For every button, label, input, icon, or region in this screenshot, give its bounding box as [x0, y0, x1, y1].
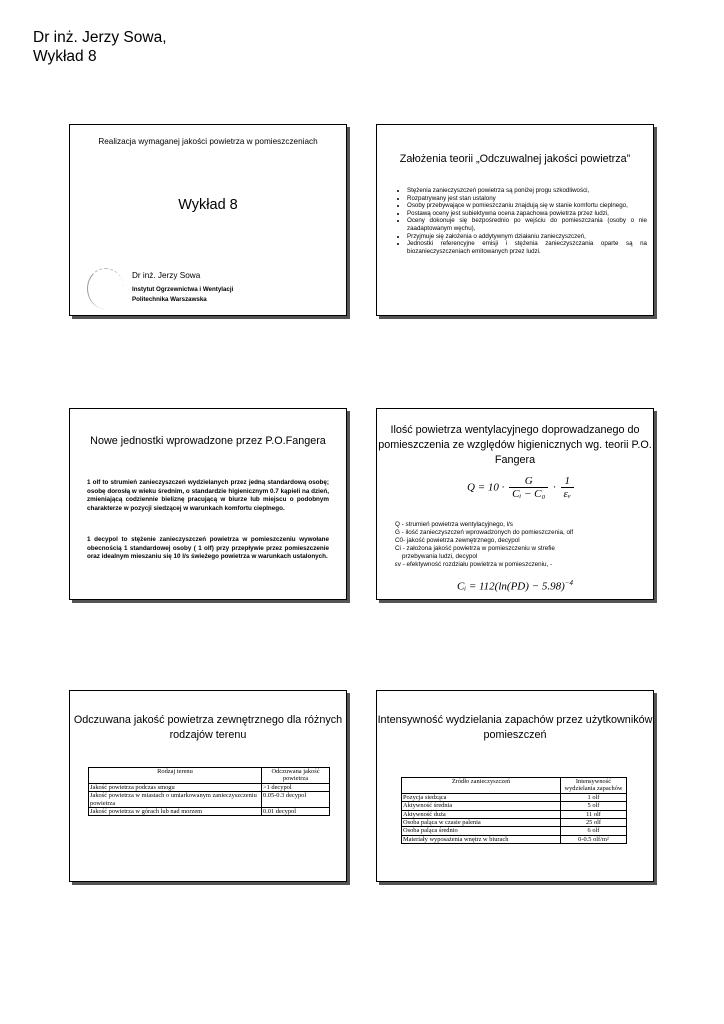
table-cell: 11 olf	[561, 810, 627, 818]
table-row	[402, 835, 627, 843]
formula-numerator: G	[509, 475, 548, 488]
table-cell: Pozycja siedząca	[402, 793, 561, 801]
university-name: Politechnika Warszawska	[132, 296, 207, 303]
ventilation-formula	[467, 475, 576, 500]
list-item: • Rozpatrywany jest stan ustalony	[407, 195, 647, 203]
olf-definition: 1 olf to strumień zanieczyszczeń wydzielanych przez jedną standardową osobę; osobę dorosłą w wieku średnim, o standardzie higienicznym 0.7 kąpieli na dzień, zmieniającą codziennie bieliznę pracującą w biurze lub miejscu o podobnym charakterze w pozycji siedzącej w warunkach komfortu cieplnego.	[87, 479, 329, 512]
decypol-definition: 1 decypol to stężenie zanieczyszczeń powietrza w pomieszczeniu wywołane obecnością 1 standardowej osoby ( 1 olf) przy przepływie przez pomieszczenie oraz idealnym mieszaniu się 10 l/s świeżego powietrza w warunkach ustalonych.	[87, 536, 329, 561]
column-header: Rodzaj terenu	[89, 768, 262, 784]
odour-emission-table	[401, 777, 627, 844]
list-item: • Przyjmuje się założenia o addytywnym działaniu zanieczyszczeń,	[407, 233, 647, 241]
table-cell: Osoba paląca średnio	[402, 827, 561, 835]
outdoor-air-quality-table	[88, 767, 330, 816]
slide-1	[69, 124, 347, 316]
ci-formula-body: Cᵢ = 112(ln(PD) − 5.98)	[457, 580, 565, 593]
table-cell: 25 olf	[561, 819, 627, 827]
table-cell: Osoba paląca w czasie palenia	[402, 819, 561, 827]
header-lecture: Wykład 8	[33, 48, 97, 65]
table-cell: Aktywność średnia	[402, 802, 561, 810]
list-item: • Oceny dokonuje się bezpośrednio po wejściu do pomieszczania (osoby o nie zaadaptowanym węchu),	[407, 217, 647, 232]
table-cell: 0.05-0.3 decypol	[262, 792, 330, 808]
definition-line: Ci - założona jakość powietrza w pomieszczeniu w strefie	[395, 544, 555, 552]
institute-name: Instytut Ogrzewnictwa i Wentylacji	[132, 286, 234, 293]
slide-1-institution	[132, 285, 233, 305]
definition-line: przebywania ludzi, decypol	[395, 552, 478, 560]
table-cell: Jakość powietrza w górach lub nad morzem	[89, 808, 262, 816]
table-row	[402, 819, 627, 827]
list-item: • Osoby przebywające w pomieszczaniu znajdują się w stanie komfortu cieplnego,	[407, 202, 647, 210]
slide-1-author: Dr inż. Jerzy Sowa	[132, 271, 201, 280]
document-header	[33, 28, 167, 66]
list-item: • Postawą oceny jest subiektywna ocena zapachowa powietrza przez ludzi,	[407, 210, 647, 218]
column-header: Odczuwana jakość powietrza	[262, 768, 330, 784]
table-header-row	[89, 768, 330, 784]
column-header: Źródło zanieczyszczeń	[402, 778, 561, 794]
table-row	[402, 802, 627, 810]
symbol-definitions	[395, 521, 573, 568]
slide-6-title: Intensywność wydzielania zapachów przez użytkowników pomieszczeń	[377, 714, 653, 741]
slide-2-title: Założenia teorii „Odczuwalnej jakości powietrza”	[399, 153, 631, 165]
table-cell: Materiały wyposażenia wnętrz w biurach	[402, 835, 561, 843]
ci-formula-exponent: −4	[564, 579, 573, 587]
table-row	[402, 793, 627, 801]
slide-5	[69, 690, 347, 882]
assumptions-list	[395, 187, 647, 255]
table-row	[89, 808, 330, 816]
formula-numerator-2: 1	[561, 475, 574, 488]
table-row	[402, 810, 627, 818]
definition-line: εv - efektywność rozdziału powietrza w pomieszczeniu, -	[395, 560, 553, 568]
slide-6	[376, 690, 654, 882]
slide-3	[69, 408, 347, 600]
list-item: • Jednostki referencyjne emisji i stężenia zanieczyszczania oparte są na biozanieczyszczeniach emitowanych przez ludzi.	[407, 240, 647, 255]
table-cell: 1 olf	[561, 793, 627, 801]
table-cell: Jakość powietrza podczas smogu	[89, 783, 262, 791]
definition-line: G - ilość zanieczyszczeń wprowadzonych do pomieszczenia, olf	[395, 528, 574, 536]
slide-1-title: Realizacja wymaganej jakości powietrza w pomieszczeniach	[98, 137, 318, 146]
table-cell: >1 decypol	[262, 783, 330, 791]
table-header-row	[402, 778, 627, 794]
definition-line: C0- jakość powietrza zewnętrznego, decypol	[395, 536, 520, 544]
slide-3-title: Nowe jednostki wprowadzone przez P.O.Fangera	[90, 435, 326, 447]
slide-4-title: Ilość powietrza wentylacyjnego doprowadzanego do pomieszczenia ze względów higienicznych wg. teorii P.O. Fangera	[378, 424, 652, 466]
table-row	[402, 827, 627, 835]
header-author: Dr inż. Jerzy Sowa,	[33, 29, 167, 46]
table-cell: 5 olf	[561, 802, 627, 810]
formula-dot: ·	[553, 481, 556, 494]
formula-denominator-2: εᵥ	[563, 488, 571, 500]
formula-denominator: Cᵢ − C₀	[512, 488, 546, 500]
table-cell: 0-0.5 olf/m²	[561, 835, 627, 843]
ci-formula	[457, 579, 573, 593]
university-logo-icon	[87, 268, 124, 309]
table-row	[89, 792, 330, 808]
formula-lhs: Q = 10 ·	[467, 481, 505, 494]
table-cell: Aktywność duża	[402, 810, 561, 818]
column-header: Intensywność wydzielania zapachów	[561, 778, 627, 794]
table-row	[89, 783, 330, 791]
list-item: • Stężenia zanieczyszczeń powietrza są poniżej progu szkodliwości,	[407, 187, 647, 195]
slide-4	[376, 408, 654, 600]
table-cell: 0.01 decypol	[262, 808, 330, 816]
slide-5-title: Odczuwana jakość powietrza zewnętrznego dla różnych rodzajów terenu	[73, 714, 343, 741]
slide-1-lecture: Wykład 8	[178, 197, 238, 213]
table-cell: Jakość powietrza w miastach o umiarkowanym zanieczyszczeniu powietrza	[89, 792, 262, 808]
definition-line: Q - strumień powietrza wentylacyjnego, l/s	[395, 521, 513, 528]
table-cell: 6 olf	[561, 827, 627, 835]
slide-2	[376, 124, 654, 316]
